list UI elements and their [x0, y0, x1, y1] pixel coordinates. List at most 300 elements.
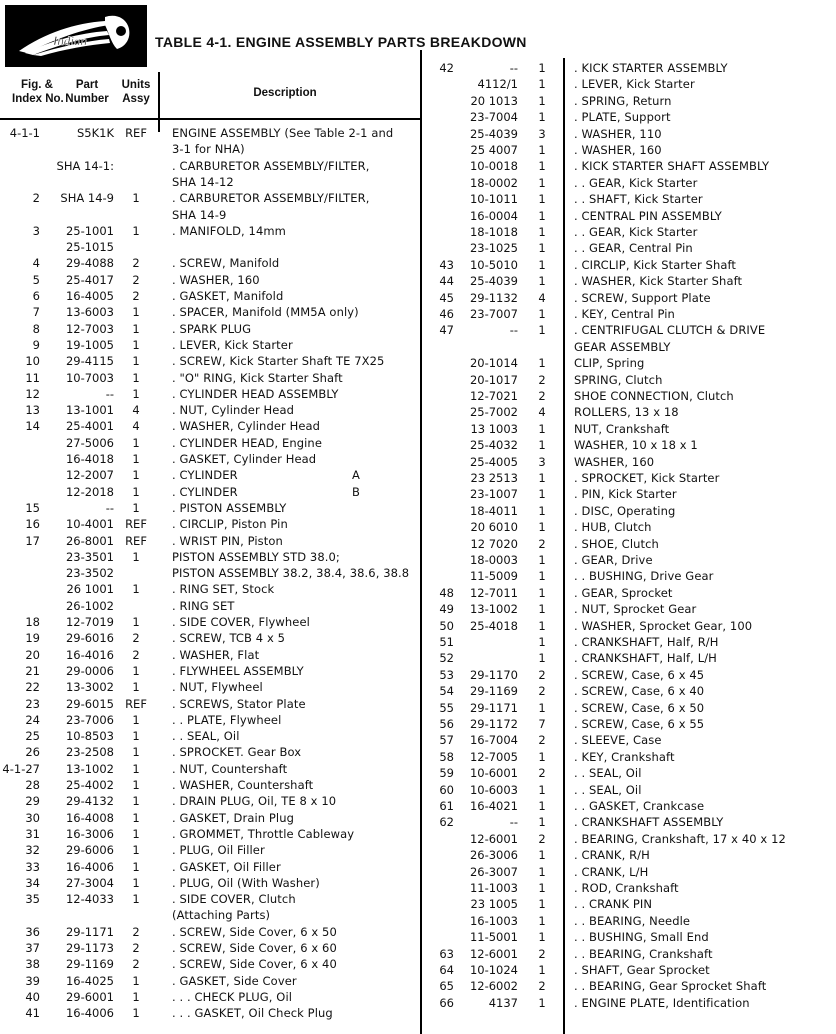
description: . NUT, Cylinder Head	[172, 403, 295, 418]
fig-index: 62	[439, 815, 454, 830]
description: . GEAR, Sprocket	[574, 585, 673, 600]
part-number: 16-1003	[469, 913, 518, 928]
fig-index: 47	[439, 323, 454, 338]
header-units	[116, 78, 156, 106]
description: . KEY, Central Pin	[574, 307, 675, 321]
description: . CIRCLIP, Piston Pin	[172, 517, 288, 532]
description: CLIP, Spring	[574, 356, 645, 371]
units-per-assy: 1	[132, 354, 140, 369]
fig-index: 53	[439, 667, 454, 682]
part-number: 23-3502	[65, 566, 114, 581]
part-number: 25-7002	[469, 405, 518, 420]
fig-index: 64	[439, 963, 454, 977]
units-per-assy: 1	[132, 500, 140, 515]
fig-index: 55	[439, 700, 454, 715]
units-per-assy: 2	[538, 766, 546, 781]
units-per-assy: 1	[538, 307, 546, 321]
part-number: --	[509, 815, 518, 830]
units-per-assy: 2	[538, 684, 546, 699]
description: . SIDE COVER, Flywheel	[172, 615, 310, 629]
fig-index: 10	[25, 354, 40, 369]
fig-index: 42	[439, 61, 454, 75]
description: . SCREW, Case, 6 x 55	[574, 717, 705, 731]
fig-index: 30	[25, 810, 40, 825]
units-per-assy: REF	[125, 126, 147, 140]
description: . SCREW, Case, 6 x 40	[574, 684, 705, 699]
units-per-assy: 1	[538, 208, 546, 223]
part-number: 29-1169	[469, 684, 518, 699]
fig-index: 17	[25, 533, 40, 548]
units-per-assy: 4	[538, 405, 546, 420]
part-number: 12 7020	[470, 536, 518, 551]
description: . KEY, Crankshaft	[574, 749, 675, 764]
description: . WASHER, 160	[172, 272, 260, 287]
units-per-assy: 1	[132, 989, 140, 1004]
part-number: 16-4006	[65, 859, 114, 874]
description: . GEAR, Drive	[574, 553, 653, 567]
units-per-assy: 1	[132, 615, 140, 629]
units-per-assy: 4	[132, 403, 140, 418]
description: . SLEEVE, Case	[574, 733, 662, 748]
fig-index: 37	[25, 941, 40, 955]
description: SHOE CONNECTION, Clutch	[574, 389, 734, 403]
description: . KICK STARTER SHAFT ASSEMBLY	[574, 159, 770, 174]
description: . CARBURETOR ASSEMBLY/FILTER,	[172, 191, 370, 206]
units-per-assy: 1	[538, 815, 546, 830]
header-part-line1: Part	[75, 79, 99, 91]
part-number: 13 1003	[470, 421, 518, 436]
description: . PLATE, Support	[574, 110, 671, 125]
part-number: 16-4025	[65, 973, 114, 988]
units-per-assy: 1	[132, 223, 140, 238]
part-number: 16-7004	[469, 733, 518, 748]
units-per-assy: 1	[538, 569, 546, 584]
units-per-assy: 7	[538, 717, 546, 731]
fig-index: 60	[439, 782, 454, 797]
units-per-assy: 1	[132, 810, 140, 825]
units-per-assy: 1	[538, 553, 546, 567]
fig-index: 26	[25, 745, 40, 760]
part-number: 25-4039	[469, 126, 518, 141]
part-number: S5K1K	[76, 126, 114, 140]
description: . . BUSHING, Small End	[574, 930, 709, 945]
units-per-assy: 1	[132, 778, 140, 792]
units-per-assy: 1	[132, 468, 140, 483]
description: . CENTRAL PIN ASSEMBLY	[574, 208, 722, 223]
part-number: 23-7007	[469, 307, 518, 321]
description: SPRING, Clutch	[574, 372, 663, 387]
part-number: 29-1170	[469, 667, 518, 682]
units-per-assy: 1	[538, 421, 546, 436]
description: . CRANKSHAFT ASSEMBLY	[574, 815, 724, 830]
part-number: 10-6003	[469, 782, 518, 797]
part-number: 13-3002	[65, 680, 114, 695]
description: . LEVER, Kick Starter	[172, 337, 293, 352]
part-number: 12-7005	[469, 749, 518, 764]
part-number: 27-3004	[65, 875, 114, 890]
fig-index: 43	[439, 257, 454, 272]
units-per-assy: 1	[132, 582, 140, 597]
description: . PLUG, Oil Filler	[172, 843, 265, 858]
part-number: 16-4008	[65, 810, 114, 825]
description: . . GEAR, Kick Starter	[574, 175, 698, 190]
description: . PLUG, Oil (With Washer)	[172, 875, 320, 890]
part-number: 23-7006	[65, 712, 114, 727]
description: . GROMMET, Throttle Cableway	[172, 826, 355, 841]
fig-index: 15	[25, 500, 40, 515]
part-number: 25-4039	[469, 274, 518, 289]
description: WASHER, 160	[574, 454, 655, 469]
fig-index: 21	[25, 663, 40, 678]
units-per-assy: 1	[538, 61, 546, 75]
description: . SCREW, TCB 4 x 5	[172, 631, 286, 646]
description: . NUT, Sprocket Gear	[574, 602, 697, 617]
part-number: 11-5001	[469, 930, 518, 945]
description: . . . CHECK PLUG, Oil	[172, 989, 293, 1004]
header-units-line1: Units	[121, 79, 151, 91]
part-number: 25-4018	[469, 618, 518, 633]
fig-index: 35	[25, 892, 40, 907]
units-per-assy: 2	[132, 256, 140, 271]
part-number: 25-1015	[65, 240, 114, 255]
description: . WASHER, Flat	[172, 647, 260, 662]
description: . GASKET, Manifold	[172, 289, 284, 303]
units-per-assy: 1	[132, 973, 140, 988]
header-fig-line1: Fig. &	[21, 79, 53, 91]
part-number: 13-1002	[65, 761, 114, 776]
units-per-assy: 2	[132, 631, 140, 646]
description: . . CRANK PIN	[574, 897, 653, 912]
fig-index: 11	[25, 370, 40, 385]
description: . . . GASKET, Oil Check Plug	[172, 1006, 333, 1021]
units-per-assy: 1	[538, 471, 546, 485]
description: . GASKET, Side Cover	[172, 973, 297, 988]
units-per-assy: 2	[538, 831, 546, 846]
svg-text:Indian: Indian	[53, 33, 87, 48]
part-number: 4137	[488, 995, 518, 1010]
fig-index: 23	[25, 696, 40, 711]
part-number: 23 2513	[470, 471, 518, 485]
header-part	[64, 78, 110, 106]
description: PISTON ASSEMBLY 38.2, 38.4, 38.6, 38.8	[172, 566, 410, 581]
description: . CYLINDER	[172, 484, 238, 499]
part-number: 18-0002	[469, 175, 518, 190]
part-number: 10-7003	[65, 370, 114, 385]
part-number: --	[509, 61, 518, 75]
units-per-assy: 1	[538, 110, 546, 125]
description: . KICK STARTER ASSEMBLY	[574, 61, 728, 75]
page-title: TABLE 4-1. ENGINE ASSEMBLY PARTS BREAKDOWN	[155, 34, 527, 50]
part-number: --	[105, 500, 114, 515]
description: . . SEAL, Oil	[574, 766, 642, 781]
units-per-assy: REF	[125, 517, 147, 532]
fig-index: 57	[439, 733, 454, 748]
units-per-assy: 1	[538, 913, 546, 928]
part-number: 20-1017	[469, 372, 518, 387]
fig-index: 14	[25, 419, 40, 434]
part-number: 10-0018	[469, 159, 518, 174]
header-description: Description	[253, 87, 317, 99]
description: . LEVER, Kick Starter	[574, 77, 695, 92]
units-per-assy: 4	[538, 290, 546, 305]
fig-index: 49	[439, 602, 454, 617]
description: . "O" RING, Kick Starter Shaft	[172, 370, 343, 385]
part-number: 29-6006	[65, 843, 114, 858]
units-per-assy: 1	[538, 881, 546, 895]
part-number: 25 4007	[470, 143, 518, 157]
part-number: 10-1011	[469, 192, 518, 207]
fig-index: 61	[439, 799, 454, 813]
units-per-assy: 4	[132, 419, 140, 434]
description: . SCREW, Side Cover, 6 x 60	[172, 941, 337, 955]
description: . PISTON ASSEMBLY	[172, 500, 287, 515]
part-number: 29-6016	[65, 631, 114, 646]
fig-index: 16	[25, 517, 40, 532]
units-per-assy: 1	[132, 712, 140, 727]
units-per-assy: 1	[538, 175, 546, 190]
fig-index: 56	[439, 717, 454, 731]
units-per-assy: 1	[538, 225, 546, 239]
units-per-assy: 1	[538, 356, 546, 371]
units-per-assy: 2	[132, 957, 140, 972]
header-fig-line2: Index No.	[12, 93, 64, 105]
units-per-assy: 1	[538, 651, 546, 666]
units-per-assy: 1	[132, 892, 140, 907]
units-per-assy: 1	[538, 635, 546, 649]
description: . MANIFOLD, 14mm	[172, 223, 286, 238]
fig-index: 28	[25, 778, 40, 792]
units-per-assy: 1	[132, 859, 140, 874]
units-per-assy: 1	[538, 618, 546, 633]
part-number: 4112/1	[477, 77, 518, 92]
fig-index: 3	[32, 223, 40, 238]
part-number: 29-6015	[65, 696, 114, 711]
description: . SIDE COVER, Clutch	[172, 892, 296, 907]
part-number: 12-6002	[469, 979, 518, 994]
description: . WASHER, 110	[574, 126, 662, 141]
units-per-assy: 2	[132, 941, 140, 955]
units-per-assy: 1	[132, 745, 140, 760]
description: . RING SET, Stock	[172, 582, 275, 597]
part-number: 11-5009	[469, 569, 518, 584]
units-per-assy: 2	[538, 372, 546, 387]
fig-index: 34	[25, 875, 40, 890]
fig-index: 39	[25, 973, 40, 988]
part-number: 29-1173	[65, 941, 114, 955]
units-per-assy: 1	[132, 370, 140, 385]
part-number: 27-5006	[65, 435, 114, 450]
part-number: 13-1002	[469, 602, 518, 617]
fig-index: 20	[25, 647, 40, 662]
description: . CRANKSHAFT, Half, R/H	[574, 635, 719, 649]
part-number: 12-2018	[65, 484, 114, 499]
units-per-assy: 2	[132, 924, 140, 939]
units-per-assy: 1	[538, 323, 546, 338]
description: SHA 14-9	[172, 207, 227, 222]
part-number: 18-0003	[469, 553, 518, 567]
fig-index: 44	[439, 274, 454, 289]
description: SHA 14-12	[172, 174, 234, 189]
units-per-assy: 1	[538, 700, 546, 715]
fig-index: 31	[25, 826, 40, 841]
fig-index: 46	[439, 307, 454, 321]
description: . SPROCKET. Gear Box	[172, 745, 302, 760]
description: . PIN, Kick Starter	[574, 487, 677, 502]
units-per-assy: 2	[538, 536, 546, 551]
description: . NUT, Countershaft	[172, 761, 288, 776]
description: . WRIST PIN, Piston	[172, 533, 283, 548]
units-per-assy: 1	[132, 843, 140, 858]
part-number: 10-8503	[65, 729, 114, 744]
description: ROLLERS, 13 x 18	[574, 405, 679, 420]
units-per-assy: 1	[132, 386, 140, 401]
description: . NUT, Flywheel	[172, 680, 263, 695]
part-number: 20 6010	[470, 520, 518, 535]
indian-logo	[5, 5, 147, 67]
fig-index: 66	[439, 995, 454, 1010]
header-units-line2: Assy	[122, 93, 150, 105]
units-per-assy: 1	[132, 337, 140, 352]
units-per-assy: 1	[538, 257, 546, 272]
description: . ROD, Crankshaft	[574, 881, 679, 895]
units-per-assy: 1	[538, 799, 546, 813]
units-per-assy: 1	[132, 191, 140, 206]
fig-index: 54	[439, 684, 454, 699]
units-per-assy: 1	[538, 438, 546, 453]
units-per-assy: 2	[132, 289, 140, 303]
description: . HUB, Clutch	[574, 520, 652, 535]
units-per-assy: 1	[538, 963, 546, 977]
description: PISTON ASSEMBLY STD 38.0;	[172, 549, 340, 564]
description: . GASKET, Oil Filler	[172, 859, 281, 874]
description: . WASHER, Sprocket Gear, 100	[574, 618, 753, 633]
fig-index: 9	[32, 337, 40, 352]
units-per-assy: 1	[538, 585, 546, 600]
part-number: 26 1001	[66, 582, 114, 597]
description: . CRANK, R/H	[574, 848, 650, 863]
description: 3-1 for NHA)	[172, 142, 245, 157]
description: . BEARING, Crankshaft, 17 x 40 x 12	[574, 831, 786, 846]
description: . CYLINDER	[172, 468, 238, 483]
part-number: 20-1014	[469, 356, 518, 371]
units-per-assy: 2	[538, 667, 546, 682]
fig-index: 18	[25, 615, 40, 629]
fig-index: 59	[439, 766, 454, 781]
part-number: 25-4032	[469, 438, 518, 453]
part-number: 18-1018	[469, 225, 518, 239]
description: (Attaching Parts)	[172, 908, 271, 923]
description: . ENGINE PLATE, Identification	[574, 995, 750, 1010]
units-per-assy: 1	[132, 435, 140, 450]
part-number: SHA 14-1:	[56, 158, 114, 173]
description: ENGINE ASSEMBLY (See Table 2-1 and	[172, 126, 394, 140]
description: . CENTRIFUGAL CLUTCH & DRIVE	[574, 323, 766, 338]
part-number: 16-4018	[65, 452, 114, 466]
units-per-assy: 2	[538, 946, 546, 961]
part-number: 29-4115	[65, 354, 114, 369]
fig-index: 8	[32, 321, 40, 336]
part-number: --	[509, 323, 518, 338]
units-per-assy: 3	[538, 454, 546, 469]
part-number: 25-4017	[65, 272, 114, 287]
description: . SHAFT, Gear Sprocket	[574, 963, 710, 977]
left-divider	[158, 72, 160, 132]
cylinder-variant: B	[352, 484, 360, 499]
description: . . SEAL, Oil	[172, 729, 240, 744]
fig-index: 65	[439, 979, 454, 994]
part-number: 29-1171	[469, 700, 518, 715]
part-number: 16-4016	[65, 647, 114, 662]
part-number: 26-1002	[65, 598, 114, 613]
description: . . BEARING, Needle	[574, 913, 691, 928]
units-per-assy: 1	[538, 159, 546, 174]
header-part-line2: Number	[65, 93, 109, 105]
part-number: 25-4002	[65, 778, 114, 792]
fig-index: 58	[439, 749, 454, 764]
description: . DISC, Operating	[574, 503, 676, 518]
part-number: 25-4001	[65, 419, 114, 434]
description: . WASHER, 160	[574, 143, 662, 157]
description: . SCREWS, Stator Plate	[172, 696, 306, 711]
description: . SCREW, Manifold	[172, 256, 280, 271]
part-number: 29-1171	[65, 924, 114, 939]
part-number: --	[105, 386, 114, 401]
description: . SCREW, Side Cover, 6 x 50	[172, 924, 337, 939]
description: . . PLATE, Flywheel	[172, 712, 282, 727]
units-per-assy: 1	[538, 487, 546, 502]
part-number: 12-4033	[65, 892, 114, 907]
fig-index: 33	[25, 859, 40, 874]
units-per-assy: 1	[538, 503, 546, 518]
units-per-assy: 1	[538, 77, 546, 92]
units-per-assy: 1	[538, 602, 546, 617]
part-number: 25-4005	[469, 454, 518, 469]
units-per-assy: 1	[132, 321, 140, 336]
fig-index: 36	[25, 924, 40, 939]
fig-index: 4-1-27	[2, 761, 40, 776]
description: . . SEAL, Oil	[574, 782, 642, 797]
part-number: 26-3006	[469, 848, 518, 863]
header-fig	[12, 78, 62, 106]
fig-index: 2	[32, 191, 40, 206]
units-per-assy: 1	[538, 995, 546, 1010]
units-per-assy: 1	[132, 549, 140, 564]
part-number: 23-2508	[65, 745, 114, 760]
fig-index: 19	[25, 631, 40, 646]
description: . SPROCKET, Kick Starter	[574, 471, 720, 485]
fig-index: 7	[32, 305, 40, 320]
description: . CYLINDER HEAD, Engine	[172, 435, 322, 450]
part-number: 29-1132	[469, 290, 518, 305]
part-number: 23 1005	[470, 897, 518, 912]
part-number: 29-4088	[65, 256, 114, 271]
fig-index: 48	[439, 585, 454, 600]
fig-index: 4	[32, 256, 40, 271]
description: . SPARK PLUG	[172, 321, 252, 336]
units-per-assy: 1	[132, 680, 140, 695]
description: . . BEARING, Gear Sprocket Shaft	[574, 979, 767, 994]
fig-index: 13	[25, 403, 40, 418]
description: . SCREW, Kick Starter Shaft TE 7X25	[172, 354, 385, 369]
part-number: 23-1007	[469, 487, 518, 502]
units-per-assy: 1	[132, 761, 140, 776]
part-number: 12-6001	[469, 946, 518, 961]
fig-index: 12	[25, 386, 40, 401]
part-number: 12-6001	[469, 831, 518, 846]
description: . SCREW, Side Cover, 6 x 40	[172, 957, 337, 972]
part-number: 12-7011	[469, 585, 518, 600]
fig-index: 45	[439, 290, 454, 305]
